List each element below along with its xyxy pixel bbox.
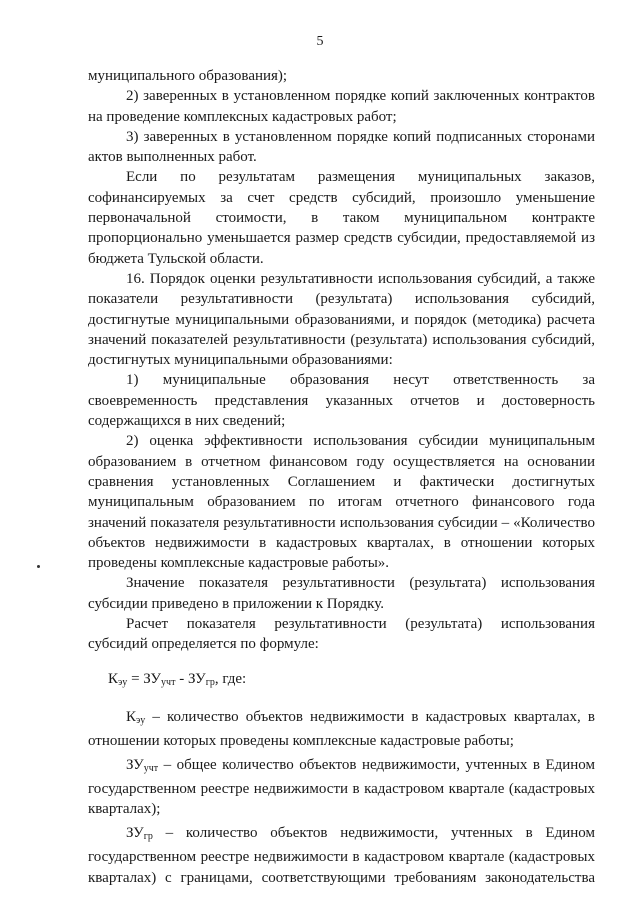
definition-text: – количество объектов недвижимости в кадастровых кварталах, в отношении которых проведены комплексные кадастровые работы;: [88, 708, 595, 750]
paragraph: Расчет показателя результативности (результата) использования субсидий определяется по формуле:: [88, 616, 595, 653]
page-number: 5: [316, 34, 324, 49]
definition: [88, 823, 595, 891]
definition-subscript: учт: [143, 762, 159, 774]
paragraph: Значение показателя результативности (результата) использования субсидии приведено в приложении к Порядку.: [88, 575, 595, 612]
paragraph: 3) заверенных в установленном порядке копий подписанных сторонами актов выполненных работ.: [88, 128, 595, 166]
formula-tail: , где:: [214, 670, 247, 687]
definition: [88, 755, 595, 823]
paragraph: 16. Порядок оценки результативности использования субсидий, а также показатели результативности (результата) использования субсидий, достигнутые муниципальными образованиями, и порядок (методика) расчета значений показателей результативности (результата) использования субсидий, достигнутых муниципальными образованиями:: [88, 270, 595, 369]
definition-symbol: ЗУ: [126, 756, 144, 773]
formula: [88, 669, 595, 693]
formula-term2-subscript: гр: [205, 676, 215, 688]
paragraph: 1) муниципальные образования несут ответственность за своевременность представления указанных отчетов и достоверность содержащихся в них сведений;: [88, 372, 595, 430]
paragraph: Если по результатам размещения муниципальных заказов, софинансируемых за счет средств субсидий, произошло уменьшение первоначальной стоимости, в таком муниципальном контракте пропорционально уменьшается размер средств субсидии, предоставляемой из бюджета Тульской области.: [88, 169, 595, 267]
definition-symbol: ЗУ: [126, 824, 144, 841]
paragraph: 2) оценка эффективности использования субсидии муниципальным образованием в отчетном финансовом году осуществляется на основании сравнения установленных Соглашением и фактически достигнутых муниципальным образованием по итогам отчетного финансового года значений показателя результативности использования субсидии – «Количество объектов недвижимости в кадастровых кварталах, в отношении которых проведены комплексные кадастровые работы».: [88, 433, 595, 572]
margin-dot: [37, 565, 40, 568]
formula-lhs-subscript: эу: [118, 676, 128, 688]
formula-equals: = ЗУ: [127, 670, 162, 687]
definition-subscript: эу: [136, 714, 146, 726]
definition: [88, 707, 595, 755]
formula-lhs: К: [108, 670, 119, 687]
definition-symbol: К: [126, 708, 137, 725]
definition-text: – общее количество объектов недвижимости, учтенных в Едином государственном реестре недвижимости в кадастровом квартале (кадастровых кварталах);: [88, 756, 595, 818]
paragraph: 2) заверенных в установленном порядке копий заключенных контрактов на проведение комплексных кадастровых работ;: [88, 88, 595, 125]
formula-term1-subscript: учт: [161, 676, 176, 688]
formula-minus: - ЗУ: [175, 670, 206, 687]
document-body: [88, 66, 595, 891]
definition-text: – количество объектов недвижимости, учтенных в Едином государственном реестре недвижимости в кадастровом квартале (кадастровых кварталах) с границами, соответствующими требованиям законодательства: [88, 824, 595, 886]
definition-subscript: гр: [143, 830, 153, 842]
paragraph: муниципального образования);: [88, 68, 288, 84]
